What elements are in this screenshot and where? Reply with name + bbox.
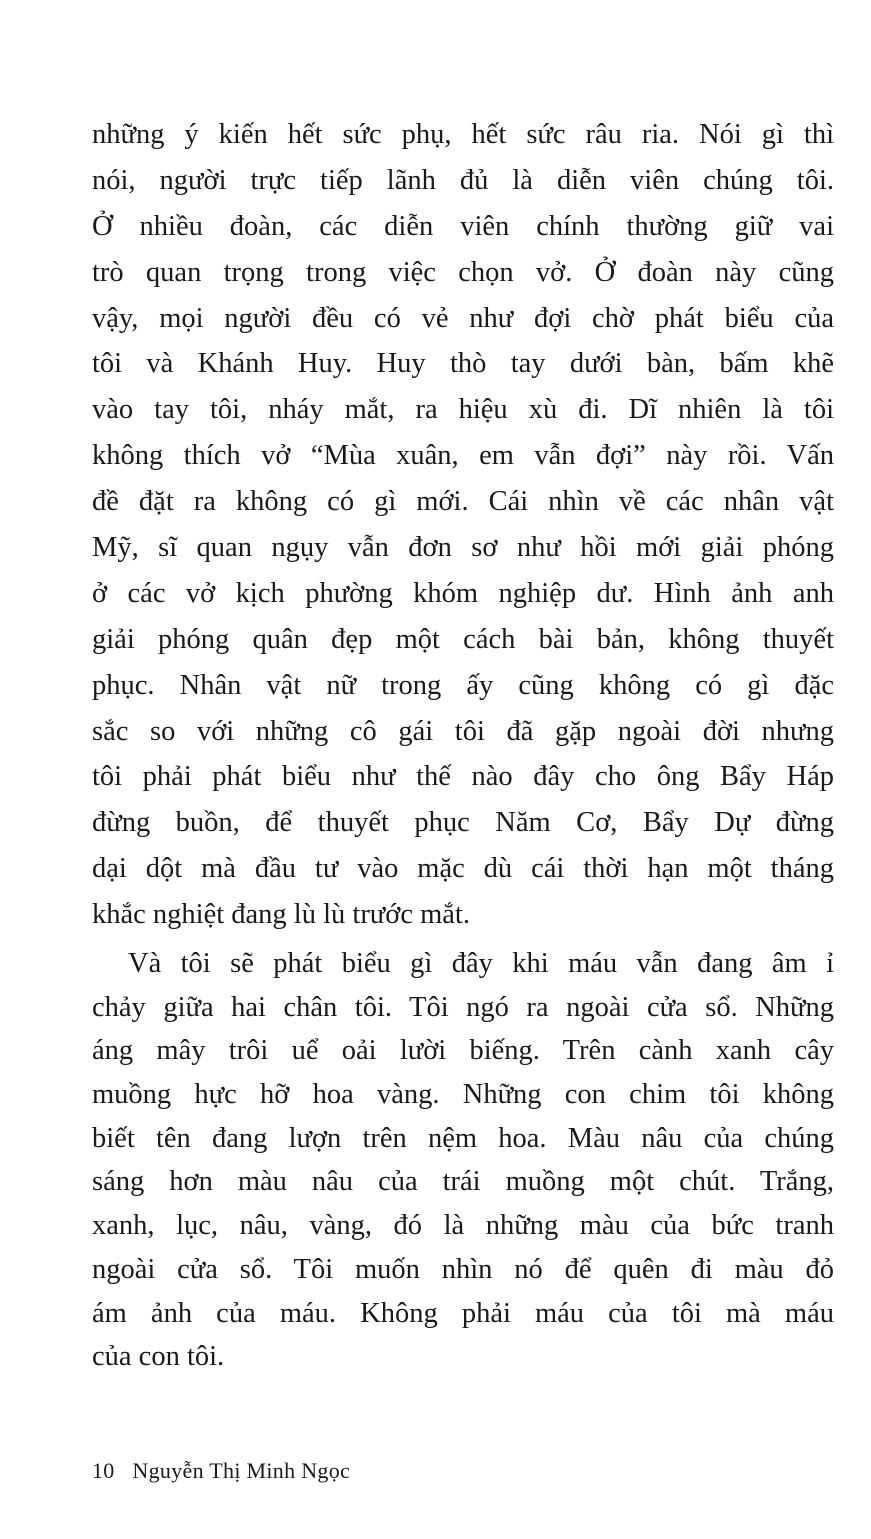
page-number: 10: [92, 1458, 115, 1483]
text-line: đừng buồn, để thuyết phục Năm Cơ, Bẩy Dự đừng: [92, 807, 834, 839]
text-line: giải phóng quân đẹp một cách bài bản, không thuyết: [92, 623, 834, 655]
text-line: ám ảnh của máu. Không phải máu của tôi mà máu: [92, 1297, 834, 1329]
text-line: vậy, mọi người đều có vẻ như đợi chờ phát biểu của: [92, 302, 834, 334]
text-line: sáng hơn màu nâu của trái muồng một chút. Trắng,: [92, 1166, 834, 1198]
author-name: Nguyễn Thị Minh Ngọc: [132, 1458, 351, 1483]
text-line: vào tay tôi, nháy mắt, ra hiệu xù đi. Dĩ nhiên là tôi: [92, 394, 834, 426]
text-line: áng mây trôi uể oải lười biếng. Trên cành xanh cây: [92, 1035, 834, 1067]
text-line: dại dột mà đầu tư vào mặc dù cái thời hạn một tháng: [92, 853, 834, 885]
text-line: sắc so với những cô gái tôi đã gặp ngoài đời nhưng: [92, 715, 834, 747]
text-line: trò quan trọng trong việc chọn vở. Ở đoàn này cũng: [92, 256, 834, 288]
paragraph-1: [92, 112, 834, 938]
text-line: muồng hực hỡ hoa vàng. Những con chim tôi không: [92, 1079, 834, 1111]
text-line: tôi và Khánh Huy. Huy thò tay dưới bàn, bấm khẽ: [92, 348, 834, 380]
text-line: nói, người trực tiếp lãnh đủ là diễn viên chúng tôi.: [92, 164, 834, 196]
text-line: những ý kiến hết sức phụ, hết sức râu ria. Nói gì thì: [92, 119, 834, 150]
text-line: của con tôi.: [92, 1341, 225, 1373]
book-page-body: [92, 112, 834, 1379]
page-footer: [92, 1458, 350, 1484]
text-line: không thích vở “Mùa xuân, em vẫn đợi” này rồi. Vấn: [92, 440, 834, 472]
text-line: phục. Nhân vật nữ trong ấy cũng không có gì đặc: [92, 669, 834, 701]
text-line: tôi phải phát biểu như thế nào đây cho ông Bẩy Háp: [92, 761, 834, 793]
paragraph-2: [92, 942, 834, 1379]
text-line: biết tên đang lượn trên nệm hoa. Màu nâu của chúng: [92, 1122, 834, 1154]
text-line: chảy giữa hai chân tôi. Tôi ngó ra ngoài cửa sổ. Những: [92, 991, 834, 1023]
text-line: đề đặt ra không có gì mới. Cái nhìn về các nhân vật: [92, 486, 834, 518]
text-line: Ở nhiều đoàn, các diễn viên chính thường giữ vai: [92, 210, 834, 242]
text-line: khắc nghiệt đang lù lù trước mắt.: [92, 899, 470, 931]
text-line: ngoài cửa sổ. Tôi muốn nhìn nó để quên đi màu đỏ: [92, 1253, 834, 1285]
text-line: xanh, lục, nâu, vàng, đó là những màu của bức tranh: [92, 1210, 834, 1242]
text-line: Và tôi sẽ phát biểu gì đây khi máu vẫn đang âm ỉ: [128, 948, 834, 980]
text-line: ở các vở kịch phường khóm nghiệp dư. Hình ảnh anh: [92, 577, 834, 609]
text-line: Mỹ, sĩ quan ngụy vẫn đơn sơ như hồi mới giải phóng: [92, 532, 834, 564]
